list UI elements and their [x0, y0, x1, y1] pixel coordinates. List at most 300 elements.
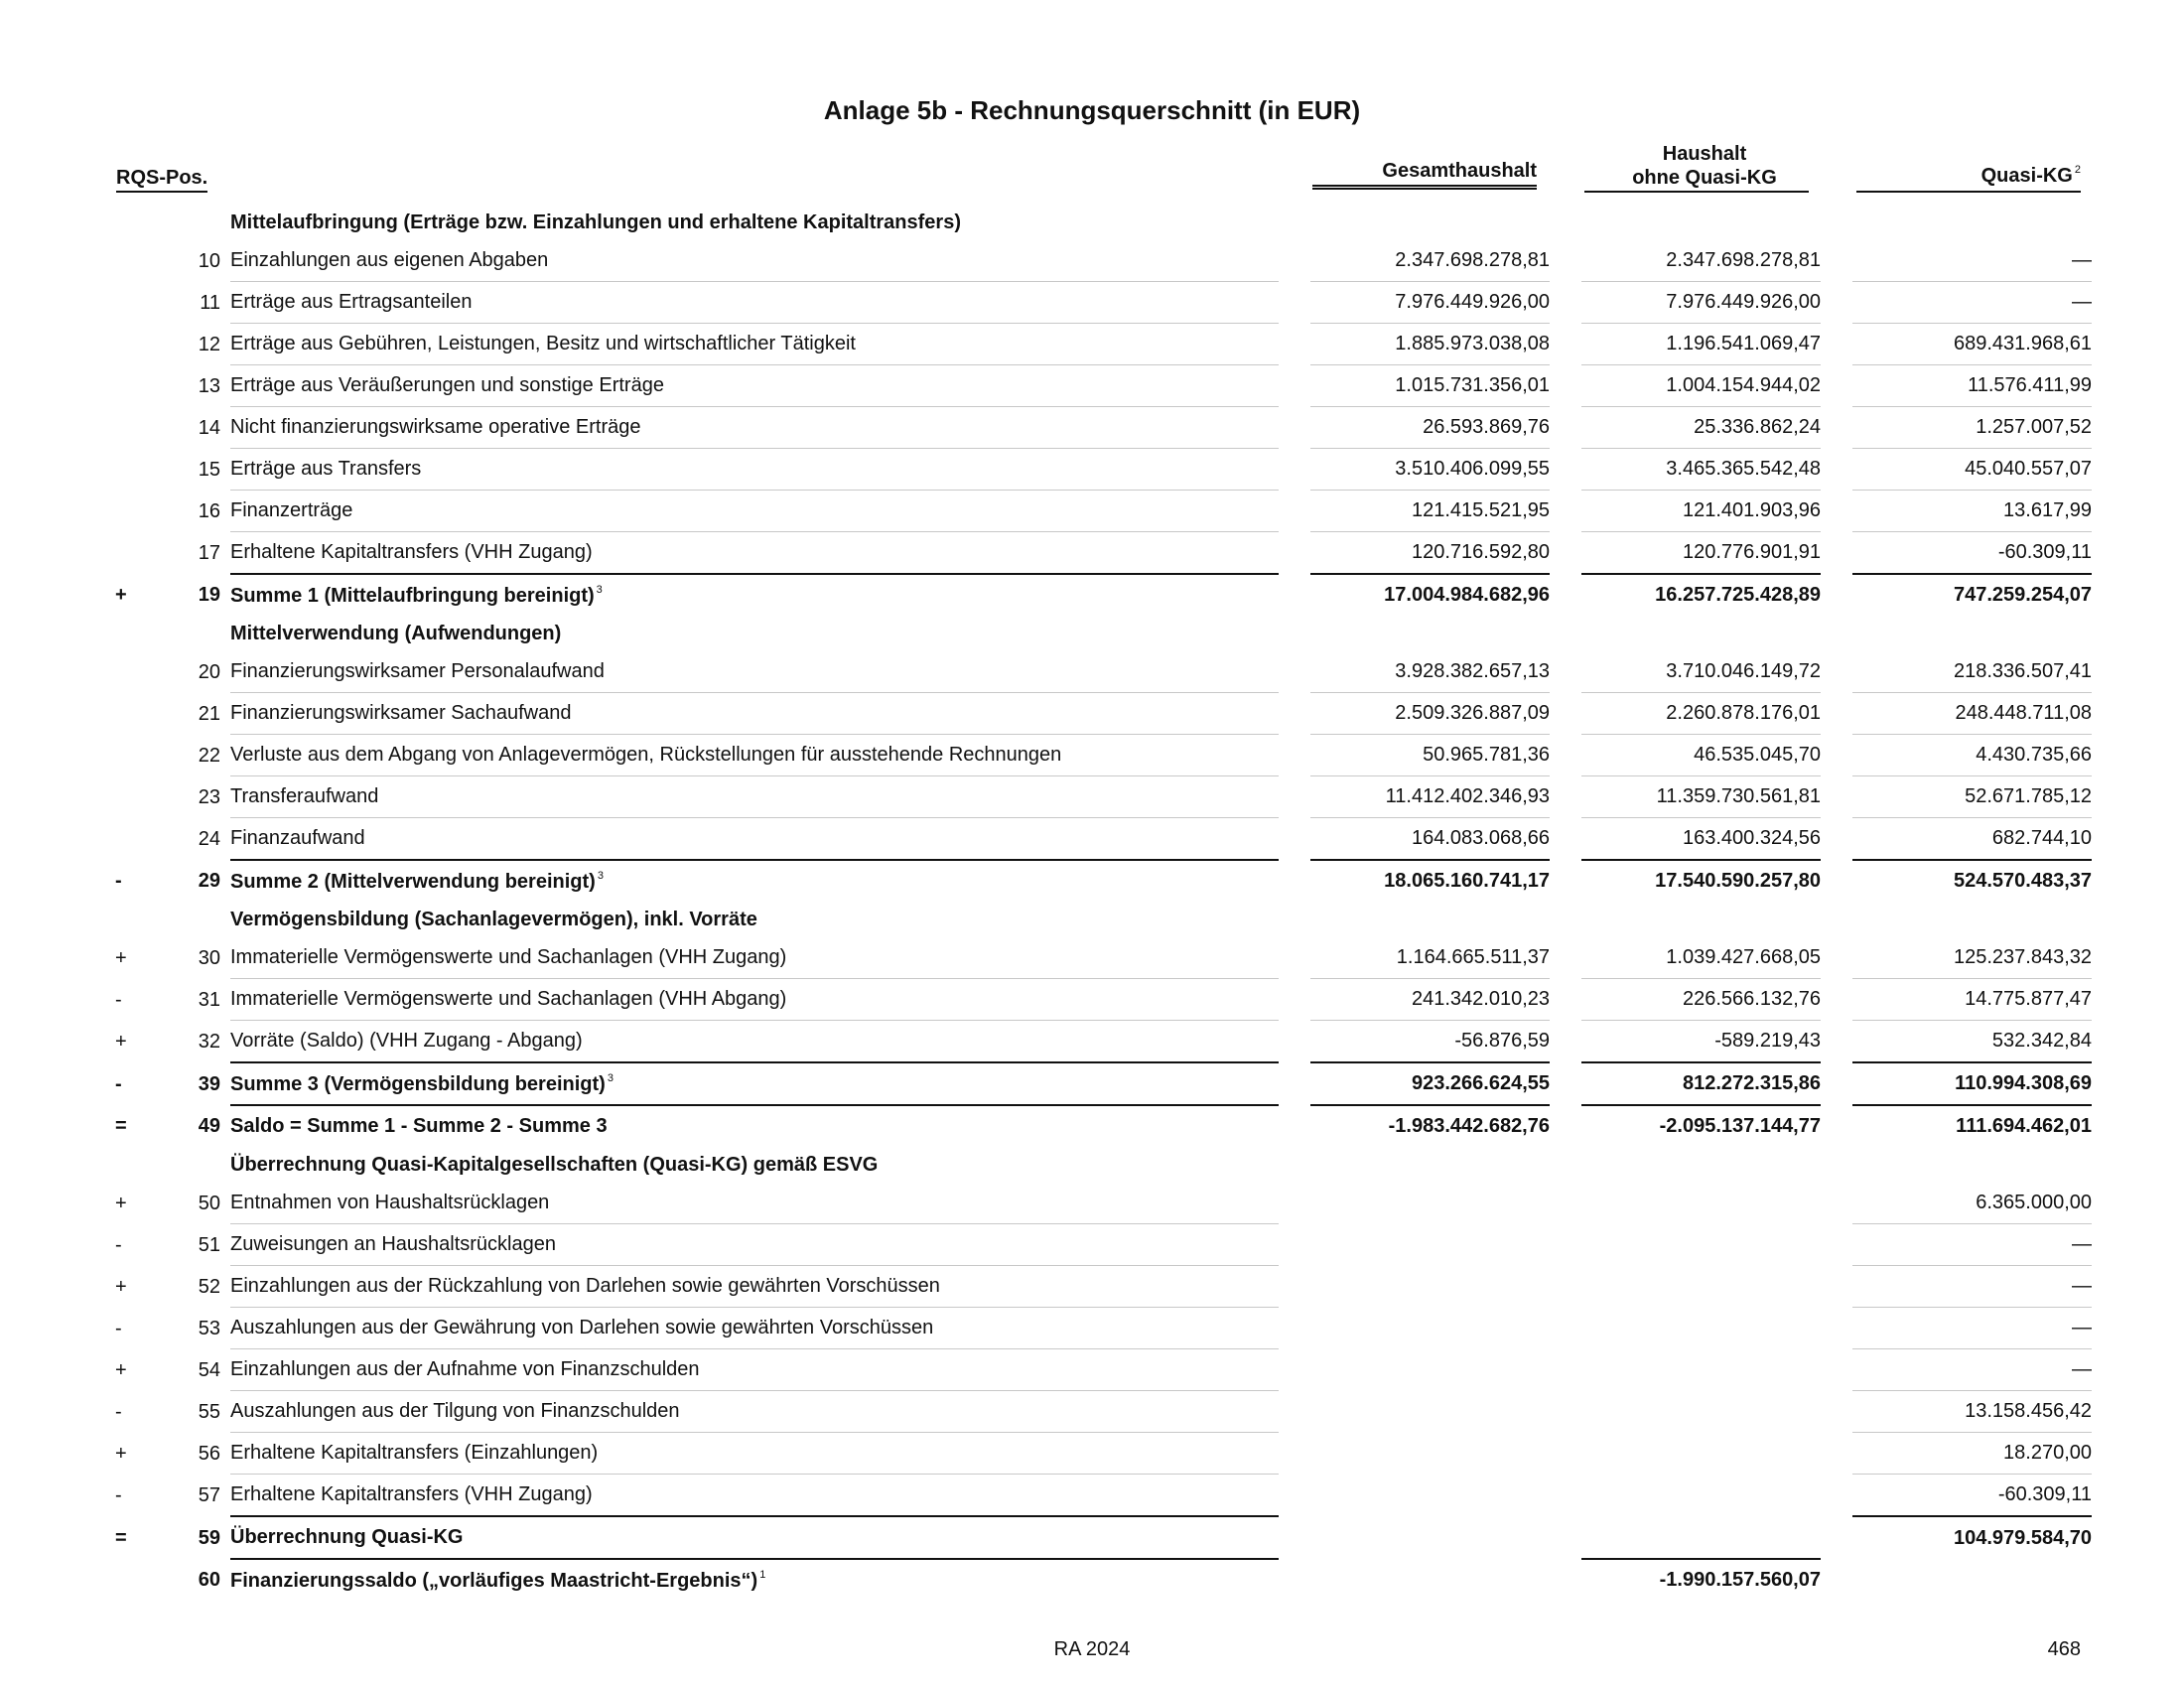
column-gap — [1821, 735, 1852, 776]
value-haushalt-ohne-quasi-kg — [1581, 1224, 1821, 1266]
value-haushalt-ohne-quasi-kg: 120.776.901,91 — [1581, 532, 1821, 575]
column-gap — [1279, 1308, 1310, 1349]
row-sign: + — [115, 1192, 127, 1214]
row-position: 39 — [198, 1073, 220, 1095]
value-gesamthaushalt — [1310, 1391, 1550, 1433]
value-quasi-kg: 6.365.000,00 — [1852, 1183, 2092, 1224]
value-quasi-kg — [1852, 902, 2092, 937]
row-label — [230, 1183, 1279, 1224]
row-footnote-marker: 1 — [759, 1568, 766, 1581]
column-gap — [1279, 1183, 1310, 1224]
row-label-text: Finanzaufwand — [230, 827, 365, 849]
row-sign — [109, 407, 155, 449]
row-label — [230, 407, 1279, 449]
column-gap — [1550, 1224, 1581, 1266]
value-gesamthaushalt: 1.015.731.356,01 — [1310, 365, 1550, 407]
row-label-text: Summe 2 (Mittelverwendung bereinigt) — [230, 870, 596, 893]
row-label-text: Immaterielle Vermögenswerte und Sachanlagen (VHH Zugang) — [230, 946, 787, 968]
column-gap — [1279, 1266, 1310, 1308]
value-gesamthaushalt: 7.976.449.926,00 — [1310, 282, 1550, 324]
value-haushalt-ohne-quasi-kg: 25.336.862,24 — [1581, 407, 1821, 449]
row-label — [230, 365, 1279, 407]
value-quasi-kg: 14.775.877,47 — [1852, 979, 2092, 1021]
row-position: 13 — [198, 374, 220, 397]
value-quasi-kg: — — [1852, 240, 2092, 282]
table-row — [109, 1560, 2092, 1601]
value-quasi-kg: — — [1852, 1224, 2092, 1266]
table-row — [109, 937, 2092, 979]
row-label-text: Erhaltene Kapitaltransfers (VHH Zugang) — [230, 541, 593, 563]
value-quasi-kg: 110.994.308,69 — [1852, 1063, 2092, 1106]
footer-report-name: RA 2024 — [1053, 1638, 1131, 1660]
value-gesamthaushalt: 241.342.010,23 — [1310, 979, 1550, 1021]
column-gap — [1821, 1391, 1852, 1433]
header-underline-haushalt — [1584, 191, 1809, 193]
column-gap — [1821, 861, 1852, 902]
column-gap — [1821, 1349, 1852, 1391]
column-gap — [1821, 902, 1852, 937]
value-haushalt-ohne-quasi-kg: 121.401.903,96 — [1581, 491, 1821, 532]
value-haushalt-ohne-quasi-kg: 1.004.154.944,02 — [1581, 365, 1821, 407]
row-label — [230, 205, 1279, 240]
value-quasi-kg — [1852, 1147, 2092, 1183]
header-quasi-kg-footnote: 2 — [2074, 164, 2081, 176]
value-haushalt-ohne-quasi-kg: 163.400.324,56 — [1581, 818, 1821, 861]
row-label-text: Erträge aus Veräußerungen und sonstige Erträge — [230, 374, 664, 396]
row-position: 49 — [198, 1115, 220, 1137]
row-label-text: Auszahlungen aus der Gewährung von Darlehen sowie gewährten Vorschüssen — [230, 1317, 934, 1338]
row-label — [230, 1349, 1279, 1391]
row-position: 55 — [198, 1400, 220, 1423]
value-gesamthaushalt: 3.510.406.099,55 — [1310, 449, 1550, 491]
row-sign: - — [115, 1073, 122, 1095]
row-position — [155, 616, 230, 651]
table-row — [109, 324, 2092, 365]
column-gap — [1550, 861, 1581, 902]
value-quasi-kg: 682.744,10 — [1852, 818, 2092, 861]
table-row — [109, 1517, 2092, 1560]
row-label — [230, 491, 1279, 532]
column-gap — [1821, 1517, 1852, 1560]
row-sign: - — [115, 1317, 122, 1339]
column-gap — [1821, 407, 1852, 449]
column-gap — [1821, 449, 1852, 491]
column-gap — [1550, 282, 1581, 324]
row-position: 11 — [200, 291, 220, 314]
value-quasi-kg: -60.309,11 — [1852, 1475, 2092, 1517]
row-sign: + — [115, 1275, 127, 1298]
row-label — [230, 1266, 1279, 1308]
table-row — [109, 1183, 2092, 1224]
row-label-text: Vorräte (Saldo) (VHH Zugang - Abgang) — [230, 1030, 583, 1052]
value-quasi-kg: 18.270,00 — [1852, 1433, 2092, 1475]
row-position: 54 — [198, 1358, 220, 1381]
value-quasi-kg: 104.979.584,70 — [1953, 1527, 2092, 1549]
table-row — [109, 693, 2092, 735]
value-haushalt-ohne-quasi-kg — [1581, 1266, 1821, 1308]
row-sign: - — [115, 870, 122, 892]
column-gap — [1279, 1147, 1310, 1183]
row-label — [230, 776, 1279, 818]
row-position: 14 — [198, 416, 220, 439]
row-sign: = — [115, 1115, 127, 1137]
row-sign — [109, 240, 155, 282]
value-quasi-kg — [1852, 616, 2092, 651]
row-sign: + — [115, 584, 127, 606]
header-underline-quasi-kg — [1856, 191, 2081, 193]
table-row — [109, 1433, 2092, 1475]
table-row — [109, 1063, 2092, 1106]
value-gesamthaushalt: 121.415.521,95 — [1310, 491, 1550, 532]
value-gesamthaushalt — [1310, 1224, 1550, 1266]
row-label — [230, 937, 1279, 979]
column-gap — [1279, 1063, 1310, 1106]
section-header-row — [109, 616, 2092, 651]
row-sign — [109, 818, 155, 861]
value-haushalt-ohne-quasi-kg — [1581, 1147, 1821, 1183]
row-footnote-marker: 3 — [596, 583, 603, 596]
value-haushalt-ohne-quasi-kg: 46.535.045,70 — [1581, 735, 1821, 776]
column-gap — [1279, 776, 1310, 818]
column-gap — [1279, 1517, 1310, 1560]
row-position: 17 — [198, 542, 220, 564]
column-gap — [1821, 1433, 1852, 1475]
value-haushalt-ohne-quasi-kg: 2.260.878.176,01 — [1581, 693, 1821, 735]
row-label-text: Erhaltene Kapitaltransfers (Einzahlungen) — [230, 1442, 599, 1464]
header-quasi-kg — [1856, 164, 2081, 188]
row-sign: + — [115, 1358, 127, 1381]
column-gap — [1821, 575, 1852, 616]
column-gap — [1821, 651, 1852, 693]
value-haushalt-ohne-quasi-kg: 1.039.427.668,05 — [1581, 937, 1821, 979]
column-gap — [1550, 532, 1581, 575]
value-gesamthaushalt — [1310, 902, 1550, 937]
row-label — [230, 1391, 1279, 1433]
column-gap — [1279, 1391, 1310, 1433]
row-position: 15 — [198, 458, 220, 481]
row-sign: - — [115, 1233, 122, 1256]
value-quasi-kg: 52.671.785,12 — [1852, 776, 2092, 818]
column-gap — [1279, 902, 1310, 937]
table-row — [109, 407, 2092, 449]
column-gap — [1550, 240, 1581, 282]
row-label-text: Zuweisungen an Haushaltsrücklagen — [230, 1233, 556, 1255]
row-position: 24 — [198, 828, 220, 850]
value-haushalt-ohne-quasi-kg — [1581, 1517, 1821, 1560]
row-position — [155, 205, 230, 240]
value-gesamthaushalt — [1310, 1560, 1550, 1601]
column-gap — [1821, 1560, 1852, 1601]
column-gap — [1821, 240, 1852, 282]
column-gap — [1279, 735, 1310, 776]
row-label — [230, 902, 1279, 937]
value-gesamthaushalt: 1.164.665.511,37 — [1310, 937, 1550, 979]
column-gap — [1279, 407, 1310, 449]
row-label — [230, 979, 1279, 1021]
value-haushalt-ohne-quasi-kg: 11.359.730.561,81 — [1581, 776, 1821, 818]
column-gap — [1279, 1475, 1310, 1517]
column-gap — [1550, 1063, 1581, 1106]
row-label-text: Erträge aus Gebühren, Leistungen, Besitz und wirtschaftlicher Tätigkeit — [230, 333, 856, 354]
row-label-text: Erträge aus Ertragsanteilen — [230, 291, 473, 313]
value-gesamthaushalt: 3.928.382.657,13 — [1310, 651, 1550, 693]
value-quasi-kg: — — [1852, 1349, 2092, 1391]
column-gap — [1279, 937, 1310, 979]
column-gap — [1550, 1475, 1581, 1517]
row-sign — [109, 282, 155, 324]
value-quasi-kg: 11.576.411,99 — [1852, 365, 2092, 407]
row-position: 30 — [198, 946, 220, 969]
column-gap — [1279, 818, 1310, 861]
column-gap — [1821, 776, 1852, 818]
value-haushalt-ohne-quasi-kg: -2.095.137.144,77 — [1659, 1115, 1821, 1137]
value-haushalt-ohne-quasi-kg: 2.347.698.278,81 — [1581, 240, 1821, 282]
row-label — [230, 240, 1279, 282]
value-haushalt-ohne-quasi-kg — [1581, 616, 1821, 651]
value-quasi-kg: 13.617,99 — [1852, 491, 2092, 532]
row-label — [230, 693, 1279, 735]
row-label-text: Auszahlungen aus der Tilgung von Finanzschulden — [230, 1400, 680, 1422]
row-label-text: Transferaufwand — [230, 785, 379, 807]
value-haushalt-ohne-quasi-kg: -589.219,43 — [1581, 1021, 1821, 1063]
row-label-text: Finanzierungswirksamer Sachaufwand — [230, 702, 572, 724]
column-gap — [1550, 1517, 1581, 1560]
value-gesamthaushalt — [1310, 1433, 1550, 1475]
row-sign — [109, 205, 155, 240]
column-gap — [1821, 324, 1852, 365]
value-haushalt-ohne-quasi-kg: 16.257.725.428,89 — [1655, 584, 1821, 606]
table-row — [109, 1391, 2092, 1433]
value-gesamthaushalt: 2.347.698.278,81 — [1310, 240, 1550, 282]
table-body — [109, 205, 2092, 1601]
column-gap — [1279, 1021, 1310, 1063]
value-gesamthaushalt: 17.004.984.682,96 — [1384, 584, 1550, 606]
section-header-row — [109, 902, 2092, 937]
row-label — [230, 324, 1279, 365]
row-sign: - — [115, 1484, 122, 1506]
row-label-text: Überrechnung Quasi-KG — [230, 1526, 464, 1548]
column-gap — [1279, 282, 1310, 324]
value-quasi-kg: 747.259.254,07 — [1953, 584, 2092, 606]
row-label — [230, 282, 1279, 324]
column-gap — [1279, 1349, 1310, 1391]
row-label-text: Erhaltene Kapitaltransfers (VHH Zugang) — [230, 1483, 593, 1505]
footer-page-number: 468 — [2047, 1638, 2081, 1660]
section-header-row — [109, 1147, 2092, 1183]
column-gap — [1279, 491, 1310, 532]
row-sign — [109, 616, 155, 651]
row-position: 53 — [198, 1317, 220, 1339]
header-haushalt-line1: Haushalt — [1662, 143, 1747, 165]
column-gap — [1821, 1266, 1852, 1308]
column-gap — [1821, 1021, 1852, 1063]
value-quasi-kg — [1852, 1560, 2092, 1601]
table-row — [109, 1308, 2092, 1349]
value-gesamthaushalt — [1310, 1475, 1550, 1517]
table-row — [109, 575, 2092, 616]
column-gap — [1550, 693, 1581, 735]
row-label-text: Saldo = Summe 1 - Summe 2 - Summe 3 — [230, 1115, 608, 1137]
column-gap — [1550, 1433, 1581, 1475]
column-gap — [1550, 324, 1581, 365]
value-haushalt-ohne-quasi-kg — [1581, 1433, 1821, 1475]
column-gap — [1550, 1266, 1581, 1308]
header-haushalt-line2: ohne Quasi-KG — [1632, 167, 1777, 189]
table-row — [109, 651, 2092, 693]
table-row — [109, 1349, 2092, 1391]
row-sign — [109, 651, 155, 693]
column-gap — [1279, 205, 1310, 240]
section-header-row — [109, 205, 2092, 240]
value-gesamthaushalt: -56.876,59 — [1310, 1021, 1550, 1063]
table-row — [109, 1266, 2092, 1308]
value-haushalt-ohne-quasi-kg: 17.540.590.257,80 — [1655, 870, 1821, 892]
row-sign: + — [115, 946, 127, 969]
header-rqs-pos: RQS-Pos. — [116, 167, 207, 193]
row-position: 10 — [198, 249, 220, 272]
row-label — [230, 1560, 1279, 1601]
value-quasi-kg: 532.342,84 — [1852, 1021, 2092, 1063]
value-gesamthaushalt — [1310, 1266, 1550, 1308]
value-haushalt-ohne-quasi-kg — [1581, 1475, 1821, 1517]
row-position: 60 — [198, 1569, 220, 1591]
row-label-text: Mittelverwendung (Aufwendungen) — [230, 622, 562, 644]
column-gap — [1821, 1106, 1852, 1147]
row-position: 52 — [198, 1275, 220, 1298]
header-haushalt-ohne-quasi-kg — [1596, 142, 1813, 190]
row-label — [230, 449, 1279, 491]
column-gap — [1279, 1224, 1310, 1266]
column-gap — [1279, 449, 1310, 491]
value-quasi-kg — [1852, 205, 2092, 240]
column-gap — [1550, 1021, 1581, 1063]
value-quasi-kg: — — [1852, 1308, 2092, 1349]
value-quasi-kg: 218.336.507,41 — [1852, 651, 2092, 693]
row-label — [230, 861, 1279, 902]
row-sign — [109, 324, 155, 365]
column-gap — [1279, 861, 1310, 902]
row-label — [230, 1517, 1279, 1560]
row-label-text: Immaterielle Vermögenswerte und Sachanlagen (VHH Abgang) — [230, 988, 787, 1010]
column-gap — [1821, 616, 1852, 651]
column-gap — [1821, 1224, 1852, 1266]
column-gap — [1821, 205, 1852, 240]
row-position: 31 — [198, 988, 220, 1011]
row-sign — [109, 449, 155, 491]
row-sign — [109, 776, 155, 818]
value-haushalt-ohne-quasi-kg — [1581, 1391, 1821, 1433]
column-gap — [1550, 651, 1581, 693]
row-position: 23 — [198, 785, 220, 808]
column-gap — [1550, 1349, 1581, 1391]
table-row — [109, 1475, 2092, 1517]
value-quasi-kg: 4.430.735,66 — [1852, 735, 2092, 776]
column-gap — [1821, 937, 1852, 979]
row-label-text: Überrechnung Quasi-Kapitalgesellschaften (Quasi-KG) gemäß ESVG — [230, 1153, 879, 1176]
value-gesamthaushalt: 50.965.781,36 — [1310, 735, 1550, 776]
column-gap — [1550, 407, 1581, 449]
rechnungsquerschnitt-table — [109, 205, 2092, 1601]
value-gesamthaushalt: 26.593.869,76 — [1310, 407, 1550, 449]
column-gap — [1279, 1106, 1310, 1147]
row-sign: - — [115, 988, 122, 1011]
column-gap — [1279, 532, 1310, 575]
column-gap — [1550, 818, 1581, 861]
row-sign — [109, 365, 155, 407]
column-gap — [1279, 651, 1310, 693]
row-footnote-marker: 3 — [607, 1071, 614, 1084]
value-haushalt-ohne-quasi-kg — [1581, 1183, 1821, 1224]
column-gap — [1821, 491, 1852, 532]
row-position: 51 — [198, 1233, 220, 1256]
column-gap — [1821, 282, 1852, 324]
row-label-text: Summe 1 (Mittelaufbringung bereinigt) — [230, 584, 595, 607]
value-quasi-kg: 125.237.843,32 — [1852, 937, 2092, 979]
page-title: Anlage 5b - Rechnungsquerschnitt (in EUR) — [823, 95, 1361, 125]
value-gesamthaushalt — [1310, 205, 1550, 240]
table-row — [109, 282, 2092, 324]
value-gesamthaushalt — [1310, 616, 1550, 651]
row-label — [230, 1475, 1279, 1517]
row-position — [155, 1147, 230, 1183]
row-label — [230, 1147, 1279, 1183]
column-gap — [1550, 575, 1581, 616]
row-position: 12 — [198, 333, 220, 355]
value-gesamthaushalt: 11.412.402.346,93 — [1310, 776, 1550, 818]
table-row — [109, 979, 2092, 1021]
row-label — [230, 1063, 1279, 1106]
row-label-text: Einzahlungen aus der Rückzahlung von Darlehen sowie gewährten Vorschüssen — [230, 1275, 940, 1297]
column-gap — [1550, 979, 1581, 1021]
row-label — [230, 1308, 1279, 1349]
value-gesamthaushalt — [1310, 1308, 1550, 1349]
row-label-text: Verluste aus dem Abgang von Anlagevermögen, Rückstellungen für ausstehende Rechnungen — [230, 744, 1062, 766]
row-label — [230, 651, 1279, 693]
row-sign: + — [115, 1031, 127, 1053]
column-gap — [1550, 1183, 1581, 1224]
column-gap — [1279, 693, 1310, 735]
row-label-text: Erträge aus Transfers — [230, 458, 422, 480]
value-quasi-kg: -60.309,11 — [1852, 532, 2092, 575]
value-gesamthaushalt: 2.509.326.887,09 — [1310, 693, 1550, 735]
row-label — [230, 1106, 1279, 1147]
header-gesamthaushalt: Gesamthaushalt — [1382, 160, 1537, 182]
column-gap — [1279, 616, 1310, 651]
row-sign — [109, 902, 155, 937]
header-underline-gesamthaushalt — [1312, 185, 1537, 190]
column-gap — [1550, 365, 1581, 407]
row-position: 32 — [198, 1031, 220, 1053]
row-sign — [109, 1147, 155, 1183]
row-label-text: Entnahmen von Haushaltsrücklagen — [230, 1192, 550, 1213]
value-gesamthaushalt — [1310, 1517, 1550, 1560]
value-gesamthaushalt: 120.716.592,80 — [1310, 532, 1550, 575]
value-gesamthaushalt — [1310, 1349, 1550, 1391]
row-position: 50 — [198, 1192, 220, 1214]
row-sign — [109, 1560, 155, 1601]
value-gesamthaushalt: -1.983.442.682,76 — [1388, 1115, 1550, 1137]
row-label-text: Nicht finanzierungswirksame operative Erträge — [230, 416, 641, 438]
table-row — [109, 1224, 2092, 1266]
row-label — [230, 735, 1279, 776]
column-gap — [1550, 902, 1581, 937]
row-position: 59 — [198, 1527, 220, 1549]
row-label-text: Finanzierungswirksamer Personalaufwand — [230, 660, 605, 682]
row-label — [230, 818, 1279, 861]
column-gap — [1550, 1391, 1581, 1433]
table-row — [109, 1106, 2092, 1147]
table-row — [109, 532, 2092, 575]
